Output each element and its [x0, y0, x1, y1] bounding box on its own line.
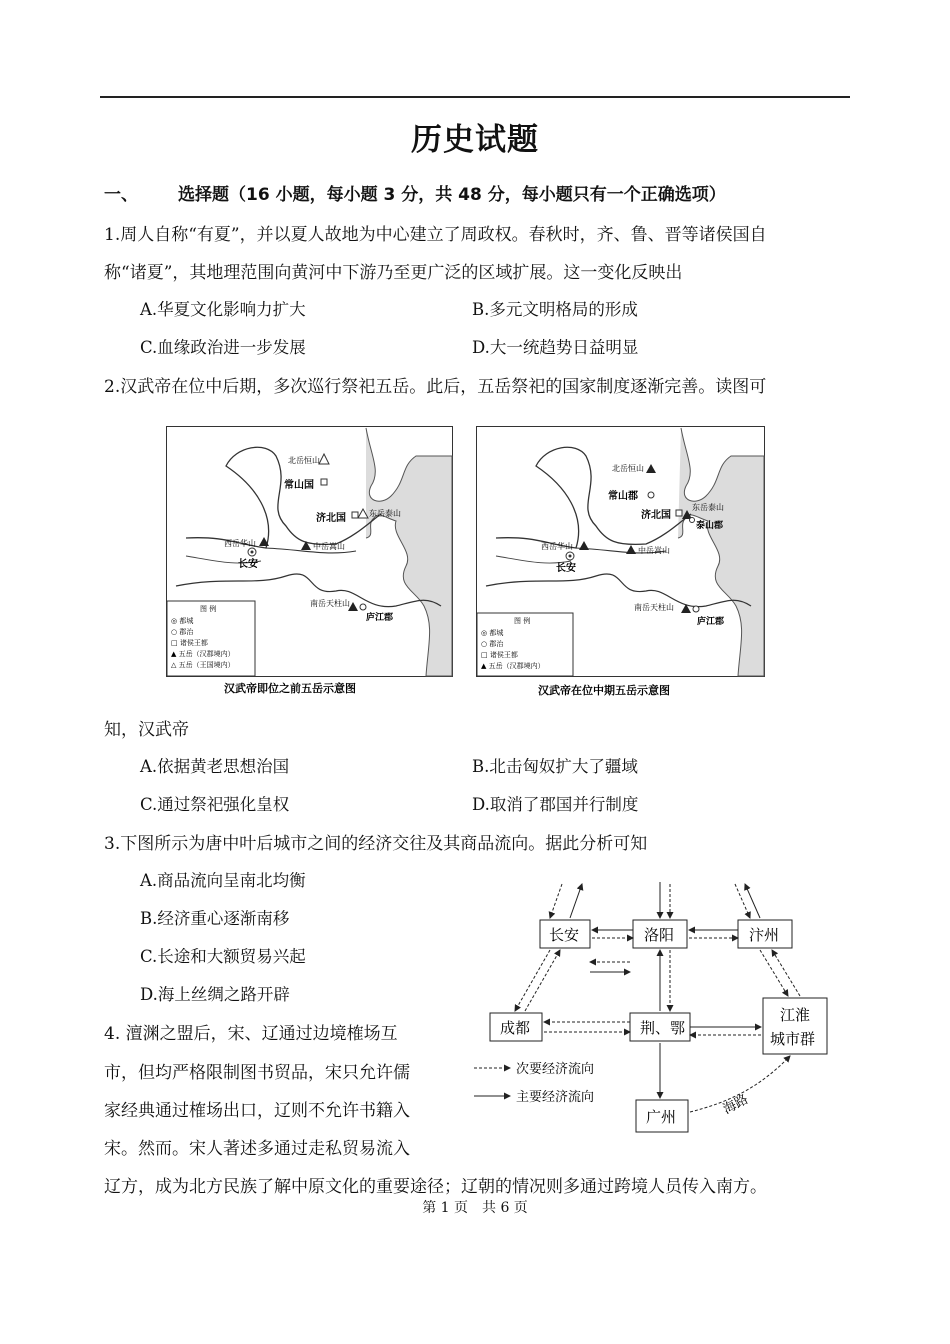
q4-line1: 4. 澶渊之盟后，宋、辽通过边境榷场互 — [104, 1024, 398, 1044]
q1-option-d: D.大一统趋势日益明显 — [472, 338, 639, 357]
q3-option-a: A.商品流向呈南北均衡 — [140, 871, 306, 890]
map-left-state1-label: 常山国 — [284, 480, 314, 491]
node-guangzhou: 广州 — [646, 1108, 677, 1126]
map-right-center-label: 中岳嵩山 — [638, 546, 670, 555]
node-jing-e: 荆、鄂 — [640, 1019, 686, 1037]
q1-option-c: C.血缘政治进一步发展 — [140, 338, 306, 357]
node-luoyang: 洛阳 — [644, 926, 675, 944]
legend-primary: 主要经济流向 — [516, 1090, 595, 1105]
map-right-legend-2: ○ 郡治 — [481, 640, 504, 648]
map-right-state1-label: 常山郡 — [608, 491, 638, 502]
map-left-caption: 汉武帝即位之前五岳示意图 — [224, 682, 356, 695]
q4-line4: 宋。然而。宋人著述多通过走私贸易流入 — [104, 1139, 410, 1159]
map-left-legend-2: ○ 郡治 — [171, 628, 194, 636]
map-right-legend-1: ◎ 都城 — [481, 629, 504, 637]
map-right-east-label: 东岳泰山 — [692, 503, 724, 512]
node-cities: 城市群 — [770, 1030, 816, 1048]
map-left-west-label: 西岳华山 — [224, 539, 256, 548]
map-left-capital-label: 长安 — [238, 559, 258, 570]
trade-flow-diagram — [470, 872, 850, 1142]
map-left-state2-label: 济北国 — [316, 513, 346, 524]
q2-option-b: B.北击匈奴扩大了疆域 — [472, 757, 638, 776]
q2-option-c: C.通过祭祀强化皇权 — [140, 795, 290, 814]
q1-option-a: A.华夏文化影响力扩大 — [140, 300, 306, 319]
q1-line2: 称“诸夏”，其地理范围向黄河中下游乃至更广泛的区域扩展。这一变化反映出 — [104, 263, 683, 283]
q4-line3: 家经典通过榷场出口，辽则不允许书籍入 — [104, 1101, 410, 1121]
map-left-south-label: 南岳天柱山 — [310, 599, 350, 608]
map-right-west-label: 西岳华山 — [541, 542, 573, 551]
map-left-commandery-label: 庐江郡 — [366, 613, 394, 623]
map-right-legend-title: 图 例 — [514, 617, 531, 625]
map-left-legend-4: ▲ 五岳（汉郡境内） — [171, 650, 235, 658]
map-left-legend-1: ◎ 都城 — [171, 617, 194, 625]
node-jianghuai: 江淮 — [780, 1006, 811, 1024]
map-right — [476, 426, 766, 708]
node-chengdu: 成都 — [500, 1019, 531, 1037]
q3-option-b: B.经济重心逐渐南移 — [140, 909, 290, 928]
map-right-legend-4: ▲ 五岳（汉郡境内） — [481, 662, 545, 670]
page-title: 历史试题 — [411, 122, 539, 158]
map-left — [166, 426, 454, 708]
page-footer: 第 1 页 共 6 页 — [422, 1200, 528, 1216]
q1-line1: 1.周人自称“有夏”，并以夏人故地为中心建立了周政权。春秋时，齐、鲁、晋等诸侯国自 — [104, 225, 767, 245]
q1-option-b: B.多元文明格局的形成 — [472, 300, 638, 319]
map-left-north-label: 北岳恒山 — [288, 456, 320, 465]
section-heading — [104, 180, 726, 205]
node-changan: 长安 — [549, 926, 580, 944]
map-left-center-label: 中岳嵩山 — [313, 542, 345, 551]
sea-route-label: 海路 — [720, 1092, 751, 1118]
map-left-east-label: 东岳泰山 — [369, 509, 401, 518]
q2-option-d: D.取消了郡国并行制度 — [472, 795, 639, 814]
map-right-legend-3: □ 诸侯王都 — [481, 651, 518, 659]
q4-line2: 市，但均严格限制图书贸品，宋只允许儒 — [104, 1063, 410, 1083]
map-left-legend-5: △ 五岳（王国境内） — [171, 661, 235, 669]
q2-line2: 知，汉武帝 — [104, 720, 189, 740]
section-number: 一、 — [104, 185, 138, 205]
map-right-south-label: 南岳天柱山 — [634, 603, 674, 612]
map-right-commandery-label: 庐江郡 — [697, 617, 725, 627]
map-left-legend-title: 图 例 — [200, 605, 217, 613]
q4-line5: 辽方，成为北方民族了解中原文化的重要途径；辽朝的情况则多通过跨境人员传入南方。 — [104, 1177, 767, 1197]
map-left-legend-3: □ 诸侯王都 — [171, 639, 208, 647]
header-rule — [100, 96, 850, 98]
section-text: 选择题（16 小题，每小题 3 分，共 48 分，每小题只有一个正确选项） — [178, 185, 726, 205]
map-right-caption: 汉武帝在位中期五岳示意图 — [538, 684, 670, 697]
map-right-east2-label: 泰山郡 — [696, 521, 724, 531]
q3-option-c: C.长途和大额贸易兴起 — [140, 947, 306, 966]
map-right-capital-label: 长安 — [556, 563, 576, 574]
q2-line1: 2.汉武帝在位中后期，多次巡行祭祀五岳。此后，五岳祭祀的国家制度逐渐完善。读图可 — [104, 377, 767, 397]
legend-secondary: 次要经济流向 — [516, 1062, 595, 1077]
map-right-north-label: 北岳恒山 — [612, 464, 644, 473]
map-right-state2-label: 济北国 — [641, 510, 671, 521]
node-bianzhou: 汴州 — [749, 926, 780, 944]
q3-option-d: D.海上丝绸之路开辟 — [140, 985, 290, 1004]
q3-line1: 3.下图所示为唐中叶后城市之间的经济交往及其商品流向。据此分析可知 — [104, 834, 648, 854]
q2-option-a: A.依据黄老思想治国 — [140, 757, 290, 776]
